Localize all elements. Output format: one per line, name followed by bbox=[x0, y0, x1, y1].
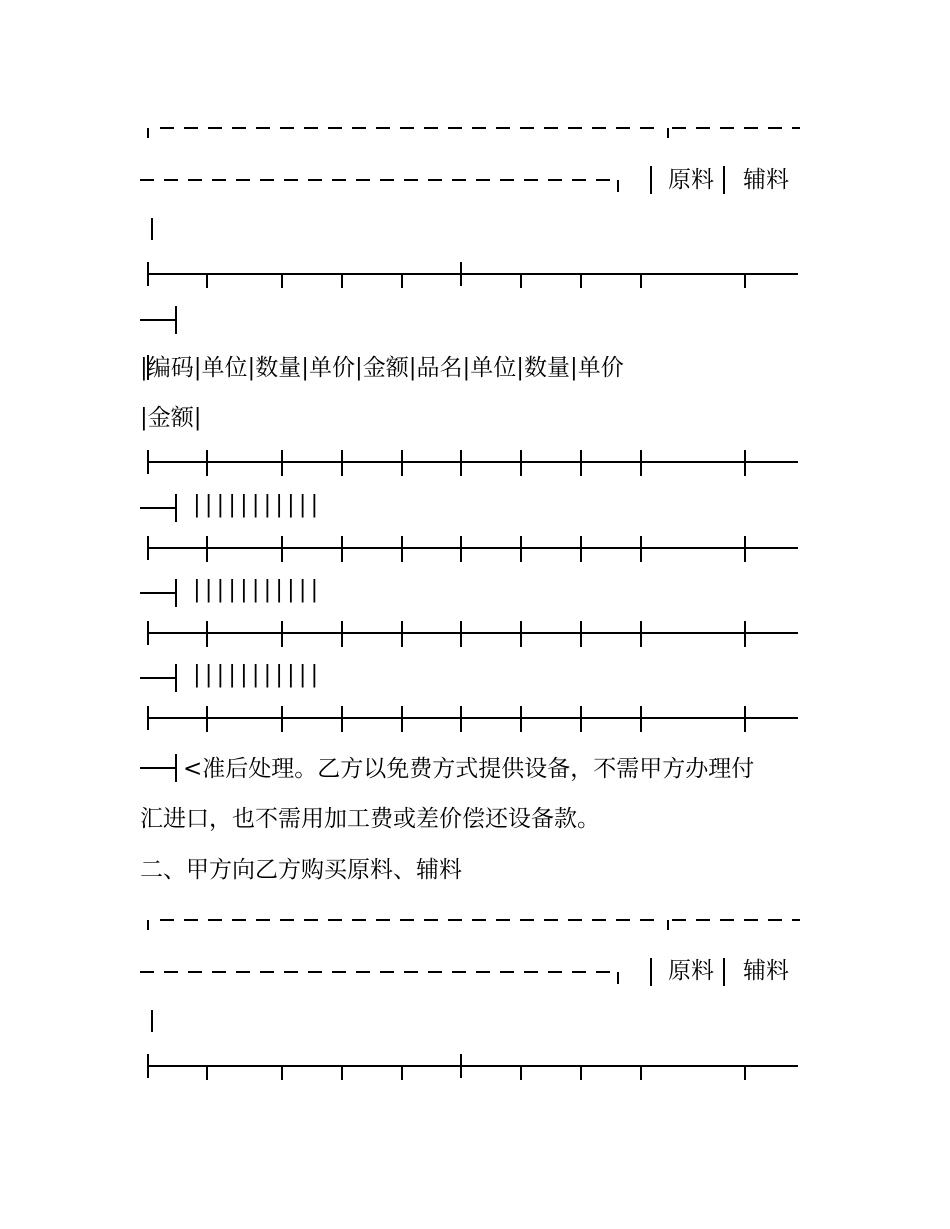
empty-row-bars: ||||||||||| bbox=[193, 577, 323, 603]
column-headers: |编码|单位|数量|单价|金额|品名|单位|数量|单价 bbox=[140, 355, 624, 381]
section-2-heading: 二、甲方向乙方购买原料、辅料 bbox=[140, 857, 462, 883]
header-aux-material-label: 辅料 bbox=[743, 167, 789, 193]
header-aux-material-label: 辅料 bbox=[743, 958, 789, 984]
paragraph-1-line-1: <准后处理。乙方以免费方式提供设备，不需甲方办理付 bbox=[183, 756, 755, 782]
empty-row-bars: ||||||||||| bbox=[193, 492, 323, 518]
empty-row-bars: ||||||||||| bbox=[193, 662, 323, 688]
paragraph-1-line-2: 汇进口，也不需用加工费或差价偿还设备款。 bbox=[140, 806, 600, 832]
header-raw-material-label: 原料 bbox=[668, 958, 714, 984]
column-headers-tail: |金额| bbox=[140, 405, 202, 431]
header-raw-material-label: 原料 bbox=[668, 167, 714, 193]
